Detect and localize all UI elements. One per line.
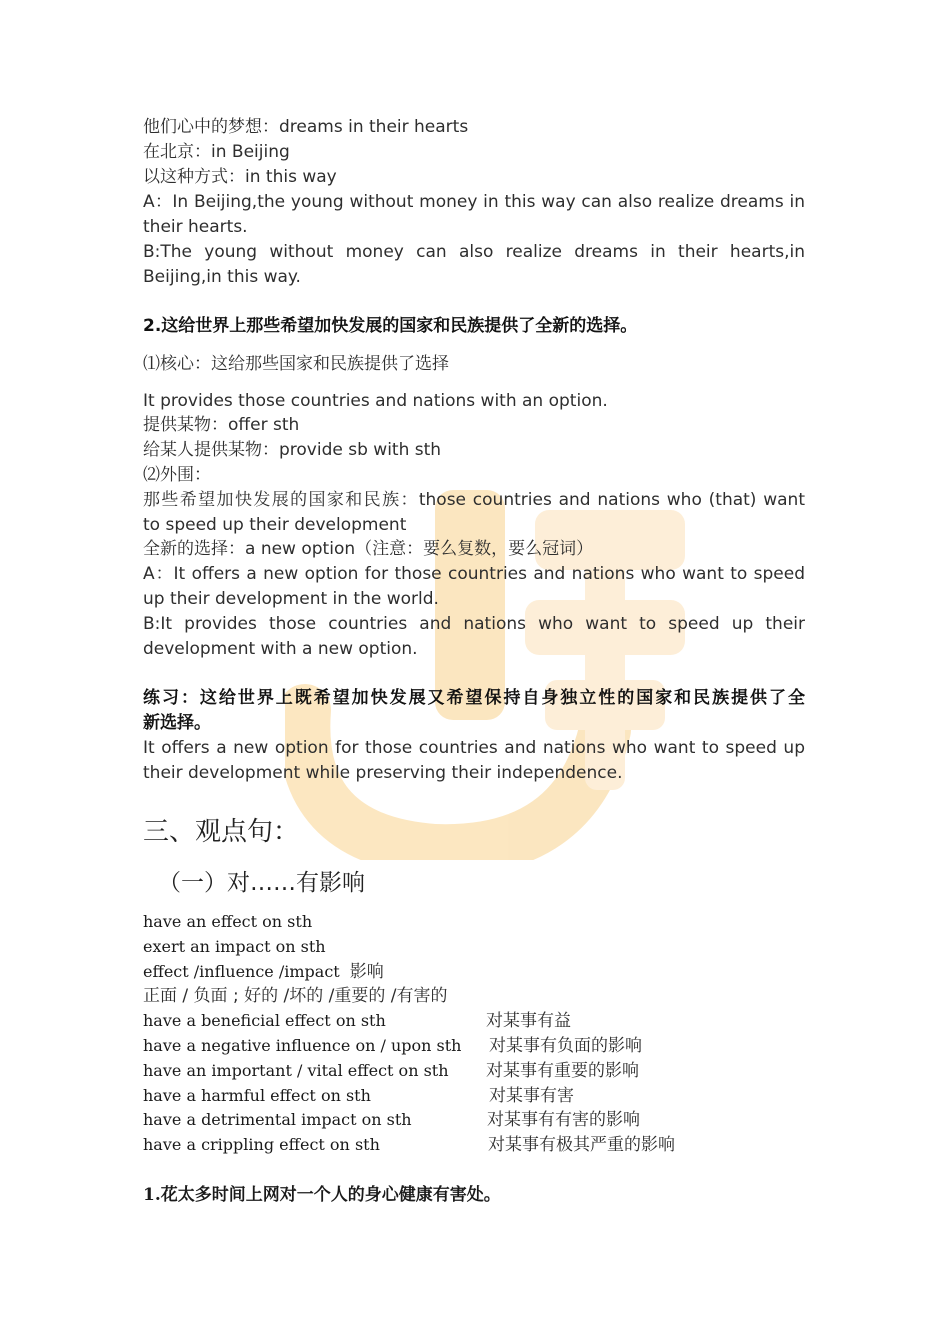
answer-a-line: up their development in the world. (143, 589, 439, 609)
phrase-line: have an effect on sth (143, 912, 313, 931)
sentence-title: 2.这给世界上那些希望加快发展的国家和民族提供了全新的选择。 (143, 316, 638, 336)
example-title: 1.花太多时间上网对一个人的身心健康有害处。 (143, 1185, 501, 1205)
answer-a-line: their hearts. (143, 217, 248, 237)
collocation-zh: 对某事有益 (486, 1011, 571, 1031)
vocab-line: 他们心中的梦想：dreams in their hearts (143, 117, 469, 137)
collocation-en: have a beneficial effect on sth (143, 1011, 386, 1030)
vocab-line: 以这种方式：in this way (143, 167, 337, 187)
periphery-line: to speed up their development (143, 515, 407, 535)
adjective-line: 正面 / 负面 ; 好的 /坏的 /重要的 /有害的 (143, 986, 448, 1006)
core-label: ⑴核心：这给那些国家和民族提供了选择 (143, 354, 449, 374)
periphery-line: 那些希望加快发展的国家和民族：those countries and nations who (that) want (143, 490, 805, 510)
vocab-line: 给某人提供某物：provide sb with sth (143, 440, 442, 460)
periphery-line: 全新的选择：a new option（注意：要么复数，要么冠词） (143, 539, 594, 559)
collocation-en: have a negative influence on / upon sth (143, 1036, 462, 1055)
noun-line (143, 960, 384, 984)
answer-b-line: Beijing,in this way. (143, 267, 301, 287)
vocab-line: 提供某物：offer sth (143, 415, 300, 435)
answer-b-line: development with a new option. (143, 639, 418, 659)
core-sentence: It provides those countries and nations with an option. (143, 391, 608, 411)
exercise-answer: It offers a new option for those countries and nations who want to speed up (143, 738, 805, 758)
section-heading: 三、观点句： (143, 817, 300, 847)
phrase-line: exert an impact on sth (143, 937, 326, 956)
collocation-en: have an important / vital effect on sth (143, 1061, 449, 1080)
exercise-title: 练习：这给世界上既希望加快发展又希望保持自身独立性的国家和民族提供了全 (143, 688, 805, 708)
answer-b-line: B:It provides those countries and nations who want to speed up their (143, 614, 805, 634)
vocab-line: 在北京：in Beijing (143, 142, 290, 162)
noun-zh: 影响 (349, 962, 384, 982)
collocation-zh: 对某事有极其严重的影响 (488, 1135, 675, 1155)
answer-a-line: A：It offers a new option for those countries and nations who want to speed (143, 564, 805, 584)
exercise-title: 新选择。 (143, 713, 211, 733)
noun-en: effect /influence /impact (143, 962, 340, 981)
collocation-en: have a detrimental impact on sth (143, 1110, 412, 1129)
answer-a-line: A：In Beijing,the young without money in this way can also realize dreams in (143, 192, 805, 212)
collocation-zh: 对某事有有害的影响 (487, 1110, 640, 1130)
section-subheading: （一）对……有影响 (158, 870, 365, 896)
exercise-answer: their development while preserving their independence. (143, 763, 623, 783)
collocation-zh: 对某事有害 (489, 1086, 574, 1106)
collocation-zh: 对某事有重要的影响 (486, 1061, 639, 1081)
collocation-en: have a crippling effect on sth (143, 1135, 380, 1154)
periphery-label: ⑵外围： (143, 465, 211, 485)
collocation-zh: 对某事有负面的影响 (489, 1036, 642, 1056)
answer-b-line: B:The young without money can also realize dreams in their hearts,in (143, 242, 805, 262)
collocation-en: have a harmful effect on sth (143, 1086, 371, 1105)
